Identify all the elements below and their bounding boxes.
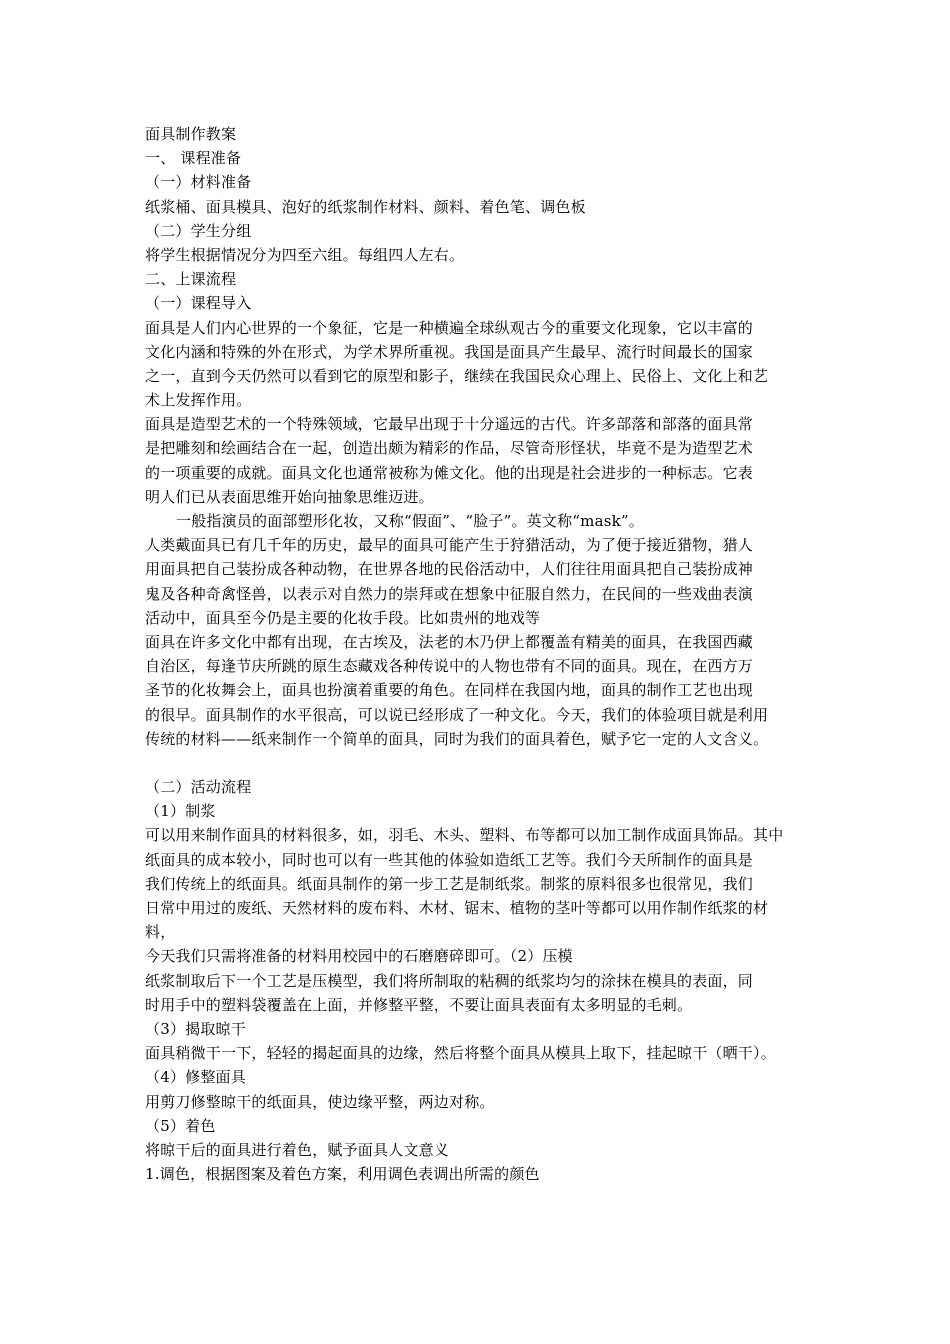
- text-line: 圣节的化妆舞会上，面具也扮演着重要的角色。在同样在我国内地，面具的制作工艺也出现: [145, 681, 754, 700]
- text-line: 面具稍微干一下，轻轻的揭起面具的边缘，然后将整个面具从模具上取下，挂起晾干（晒干）。: [145, 1044, 776, 1063]
- text-line: 术上发挥作用。: [145, 391, 252, 410]
- text-line: 的很早。面具制作的水平很高，可以说已经形成了一种文化。今天，我们的体验项目就是利用: [145, 705, 769, 724]
- text-line: 用剪刀修整晾干的纸面具，使边缘平整，两边对称。: [145, 1092, 495, 1111]
- step-heading: （4）修整面具: [145, 1068, 246, 1087]
- text-line: 纸面具的成本较小，同时也可以有一些其他的体验如造纸工艺等。我们今天所制作的面具是: [145, 850, 754, 869]
- text-line: 活动中，面具至今仍是主要的化妆手段。比如贵州的地戏等: [145, 608, 541, 627]
- text-line: 将学生根据情况分为四至六组。每组四人左右。: [145, 245, 465, 264]
- text-line: 时用手中的塑料袋覆盖在上面，并修整平整，不要让面具表面有太多明显的毛刺。: [145, 995, 693, 1014]
- doc-title: 面具制作教案: [145, 125, 237, 143]
- text-line: 鬼及各种奇禽怪兽，以表示对自然力的崇拜或在想象中征服自然力，在民间的一些戏曲表演: [145, 584, 754, 603]
- text-line: 传统的材料——纸来制作一个简单的面具，同时为我们的面具着色，赋予它一定的人文含义。: [145, 729, 769, 748]
- subsection-heading: （二）活动流程: [145, 778, 252, 797]
- text-line: 用面具把自己装扮成各种动物，在世界各地的民俗活动中，人们往往用面具把自己装扮成神: [145, 560, 754, 579]
- step-heading: （1）制浆: [145, 802, 216, 821]
- text-line: 是把雕刻和绘画结合在一起，创造出颇为精彩的作品，尽管奇形怪状，毕竟不是为造型艺术: [145, 439, 754, 458]
- text-line: 日常中用过的废纸、天然材料的废布料、木材、锯末、植物的茎叶等都可以用作制作纸浆的材: [145, 899, 769, 917]
- subsection-heading: （一）材料准备: [145, 173, 252, 192]
- section-heading: 二、上课流程: [145, 270, 237, 289]
- text-line: 将晾干后的面具进行着色，赋予面具人文意义: [145, 1140, 450, 1159]
- text-line: 我们传统上的纸面具。纸面具制作的第一步工艺是制纸浆。制浆的原料很多也很常见，我们: [145, 874, 754, 893]
- step-heading: （5）着色: [145, 1116, 216, 1135]
- text-line: 自治区，每逢节庆所跳的原生态藏戏各种传说中的人物也带有不同的面具。现在，在西方万: [145, 657, 754, 676]
- text-line: 的一项重要的成就。面具文化也通常被称为傩文化。他的出现是社会进步的一种标志。它表: [145, 463, 754, 482]
- subsection-heading: （二）学生分组: [145, 221, 252, 240]
- subsection-heading: （一）课程导入: [145, 294, 252, 313]
- text-line: 之一，直到今天仍然可以看到它的原型和影子，继续在我国民众心理上、民俗上、文化上和艺: [145, 366, 769, 385]
- text-line: 文化内涵和特殊的外在形式，为学术界所重视。我国是面具产生最早、流行时间最长的国家: [145, 342, 754, 361]
- text-line: 1.调色，根据图案及着色方案，利用调色表调出所需的颜色: [145, 1165, 540, 1184]
- text-line: 纸浆桶、面具模具、泡好的纸浆制作材料、颜料、着色笔、调色板: [145, 197, 586, 216]
- text-line: 人类戴面具已有几千年的历史，最早的面具可能产生于狩猎活动，为了便于接近猎物，猎人: [145, 536, 754, 555]
- text-line: 面具是造型艺术的一个特殊领域，它最早出现于十分遥远的古代。许多部落和部落的面具常: [145, 415, 754, 434]
- text-line: 可以用来制作面具的材料很多，如，羽毛、木头、塑料、布等都可以加工制作成面具饰品。其中: [145, 826, 784, 845]
- text-line: 面具在许多文化中都有出现，在古埃及，法老的木乃伊上都覆盖有精美的面具，在我国西藏: [145, 632, 754, 651]
- step-heading: （3）揭取晾干: [145, 1019, 246, 1038]
- blank-line: [145, 751, 825, 775]
- section-heading: 一、 课程准备: [145, 149, 242, 168]
- indented-text-line: 一般指演员的面部塑形化妆，又称“假面”、“脸子”。英文称“mask”。: [176, 512, 644, 530]
- text-line: 料，: [145, 923, 176, 942]
- text-line: 今天我们只需将准备的材料用校园中的石磨磨碎即可。（2）压模: [145, 947, 573, 966]
- text-line: 面具是人们内心世界的一个象征，它是一种横遍全球纵观古今的重要文化现象，它以丰富的: [145, 318, 754, 337]
- text-line: 明人们已从表面思维开始向抽象思维迈进。: [145, 487, 434, 506]
- lesson-plan-body: [145, 122, 825, 1186]
- text-line: 纸浆制取后下一个工艺是压模型，我们将所制取的粘稠的纸浆均匀的涂抹在模具的表面，同: [145, 971, 754, 990]
